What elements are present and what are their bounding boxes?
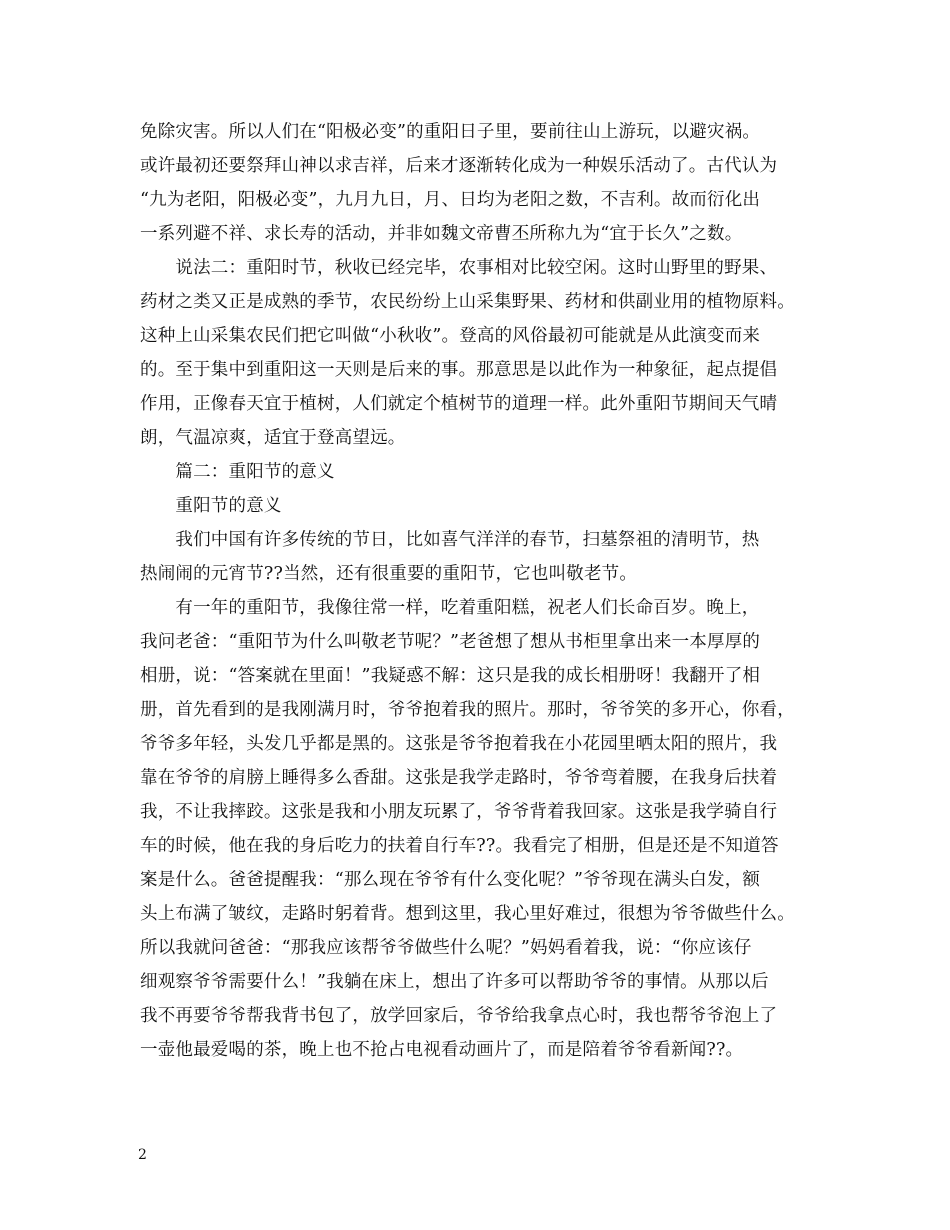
text-line: 细观察爷爷需要什么！”我躺在床上，想出了许多可以帮助爷爷的事情。从那以后 [140, 972, 769, 992]
page-number: 2 [138, 1147, 147, 1163]
text-line: 作用，正像春天宜于植树，人们就定个植树节的道理一样。此外重阳节期间天气晴 [140, 394, 778, 414]
text-line: 头上布满了皱纹，走路时躬着背。想到这里，我心里好难过，很想为爷爷做些什么。 [140, 904, 795, 924]
text-line: 免除灾害。所以人们在“阳极必变”的重阳日子里，要前往山上游玩，以避灾祸。 [140, 122, 761, 142]
text-line: 册，首先看到的是我刚满月时，爷爷抱着我的照片。那时，爷爷笑的多开心，你看， [140, 700, 795, 720]
text-line: 靠在爷爷的肩膀上睡得多么香甜。这张是我学走路时，爷爷弯着腰，在我身后扶着 [140, 768, 778, 788]
body-text [140, 115, 820, 1067]
text-line: 所以我就问爸爸：“那我应该帮爷爷做些什么呢？”妈妈看着我，说：“你应该仔 [140, 938, 752, 958]
text-line: 或许最初还要祭拜山神以求吉祥，后来才逐渐转化成为一种娱乐活动了。古代认为 [140, 156, 778, 176]
text-line: 案是什么。爸爸提醒我：“那么现在爷爷有什么变化呢？”爷爷现在满头白发，额 [140, 870, 761, 890]
text-line: 我，不让我摔跤。这张是我和小朋友玩累了，爷爷背着我回家。这张是我学骑自行 [140, 802, 778, 822]
text-line: 我不再要爷爷帮我背书包了，放学回家后，爷爷给我拿点心时，我也帮爷爷泡上了 [140, 1006, 778, 1026]
text-line: 我问老爸：“重阳节为什么叫敬老节呢？”老爸想了想从书柜里拿出来一本厚厚的 [140, 632, 761, 652]
text-line: 爷爷多年轻，头发几乎都是黑的。这张是爷爷抱着我在小花园里晒太阳的照片，我 [140, 734, 778, 754]
text-line: 一系列避不祥、求长寿的活动，并非如魏文帝曹丕所称九为“宜于长久”之数。 [140, 224, 743, 244]
text-line: 我们中国有许多传统的节日，比如喜气洋洋的春节，扫墓祭祖的清明节，热 [140, 530, 760, 550]
text-line: 一壶他最爱喝的茶，晚上也不抢占电视看动画片了，而是陪着爷爷看新闻??。 [140, 1040, 744, 1060]
text-line: 这种上山采集农民们把它叫做“小秋收”。登高的风俗最初可能就是从此演变而来 [140, 326, 761, 346]
text-line: 药材之类又正是成熟的季节，农民纷纷上山采集野果、药材和供副业用的植物原料。 [140, 292, 795, 312]
text-line: 车的时候，他在我的身后吃力的扶着自行车??。我看完了相册，但是还是不知道答 [140, 836, 779, 856]
text-line: 相册，说：“答案就在里面！”我疑惑不解：这只是我的成长相册呀！我翻开了相 [140, 666, 761, 686]
section-heading: 篇二：重阳节的意义 [140, 462, 335, 482]
text-line: “九为老阳，阳极必变”，九月九日，月、日均为老阳之数，不吉利。故而衍化出 [140, 190, 761, 210]
text-line: 朗，气温凉爽，适宜于登高望远。 [140, 428, 406, 448]
text-line: 的。至于集中到重阳这一天则是后来的事。那意思是以此作为一种象征，起点提倡 [140, 360, 778, 380]
text-line: 热闹闹的元宵节??当然，还有很重要的重阳节，它也叫敬老节。 [140, 564, 638, 584]
article-title: 重阳节的意义 [140, 496, 282, 516]
text-line: 说法二：重阳时节，秋收已经完毕，农事相对比较空闲。这时山野里的野果、 [140, 258, 778, 278]
text-line: 有一年的重阳节，我像往常一样，吃着重阳糕，祝老人们长命百岁。晚上， [140, 598, 760, 618]
